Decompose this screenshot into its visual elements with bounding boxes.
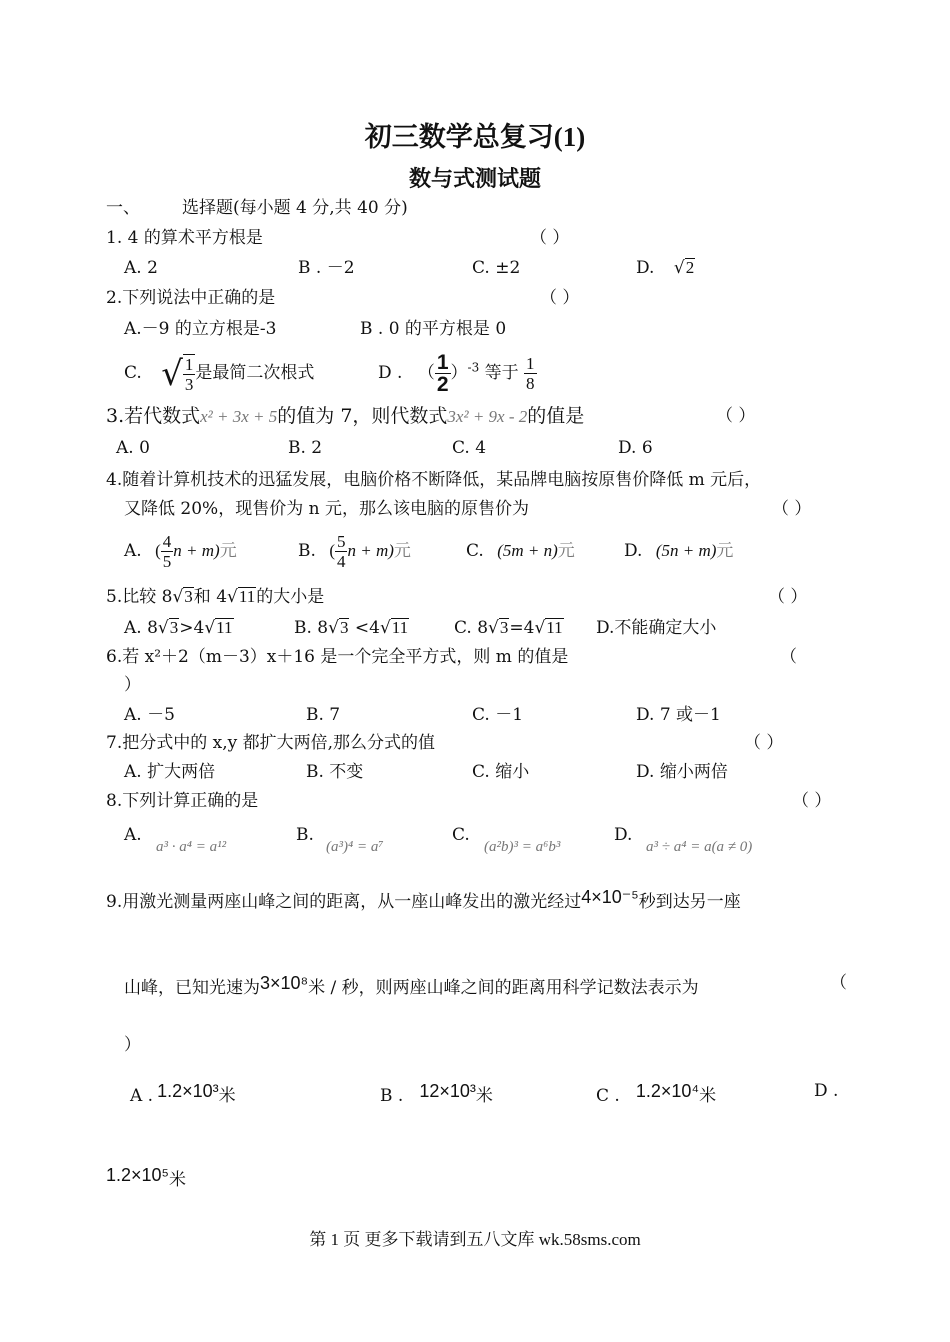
sqrt-icon: √ (172, 587, 184, 607)
q5-option-b (294, 617, 409, 639)
q4-c-expr: (5m + n) (497, 541, 558, 560)
q5-rad11: 11 (238, 587, 256, 606)
q1-option-a: A. 2 (124, 258, 158, 278)
q8-option-b-label: B. (296, 825, 314, 845)
q4-a-numerator: 4 (162, 532, 172, 551)
q9-c-value: 1.2×10⁴ (635, 1081, 700, 1101)
q8-option-a-label: A. (124, 825, 142, 845)
q2-d-denominator: 2 (436, 373, 449, 396)
q1-option-d (636, 257, 695, 279)
q4-a-fraction (161, 532, 174, 571)
q3-option-d: D. 6 (618, 438, 653, 458)
q4-a-unit: 元 (219, 541, 237, 561)
q9-line2 (124, 972, 699, 999)
q5-option-c (454, 617, 564, 639)
q4-b-numerator: 5 (336, 532, 346, 551)
q2-c-denominator: 3 (184, 374, 194, 394)
q4-a-denominator: 5 (162, 552, 172, 571)
q4-c-label: C. (466, 541, 484, 561)
q5-rad3: 3 (184, 587, 193, 606)
q5-bracket: （ ） (768, 587, 808, 607)
q9-line1-pre: 9.用激光测量两座山峰之间的距离，从一座山峰发出的激光经过 (106, 892, 582, 912)
q3-stem-post: 的值是 (527, 405, 585, 427)
q4-a-expr: n + m) (173, 541, 220, 560)
sqrt-icon: √ (673, 258, 685, 278)
q9-bracket-close: ） (124, 1035, 141, 1055)
q2-bracket: （ ） (540, 288, 580, 308)
q3-expr2: 3x² + 9x - 2 (447, 407, 528, 426)
q9-option-c (596, 1080, 716, 1107)
q5-b-label: B. 8 (294, 618, 329, 638)
q5-b-op: <4 (349, 618, 380, 638)
q2-option-d-label: D . (378, 363, 403, 383)
q1-bracket: （ ） (530, 228, 570, 248)
q7-bracket: （ ） (744, 733, 784, 753)
q4-b-fraction (335, 532, 348, 571)
q4-c-unit: 元 (557, 541, 575, 561)
page-footer: 第 1 页 更多下载请到五八文库 wk.58sms.com (309, 1230, 641, 1249)
q2-option-b: B . 0 的平方根是 0 (360, 319, 507, 339)
q8-option-d-label: D. (614, 825, 633, 845)
q5-stem (106, 586, 324, 608)
sqrt-icon: √ (488, 618, 499, 638)
q9-line1 (106, 886, 741, 913)
q1-option-c: C. ±2 (472, 258, 521, 278)
q3-stem (106, 404, 584, 429)
sqrt-icon: √ (328, 618, 339, 638)
q9-d-value: 1.2×10⁵ (106, 1165, 170, 1185)
q9-line2-pre: 山峰，已知光速为 (124, 978, 260, 998)
q2-d-result (524, 354, 537, 393)
q2-d-result-denominator: 8 (526, 374, 535, 393)
q2-option-c-text: 是最简二次根式 (195, 363, 315, 383)
q9-a-value: 1.2×10³ (157, 1081, 219, 1101)
sqrt-icon: √ (227, 587, 238, 607)
q4-option-d (624, 540, 733, 562)
q2-option-a: A.－9 的立方根是-3 (124, 319, 277, 339)
q5-a-rad11: 11 (216, 618, 233, 637)
q4-b-denominator: 4 (336, 552, 346, 571)
q8-option-a-expr: a³ · a⁴ = a¹² (156, 839, 227, 855)
q9-line1-post: 秒到达另一座 (638, 892, 741, 912)
q4-b-expr: n + m) (347, 541, 394, 560)
q3-bracket: （ ） (716, 406, 756, 426)
q2-option-c (124, 352, 314, 395)
q5-b-rad3: 3 (339, 618, 349, 637)
q4-option-c (466, 540, 575, 562)
q3-stem-mid: 的值为 7，则代数式 (277, 405, 448, 427)
sqrt-icon: √ (379, 618, 391, 638)
q3-stem-pre: 3.若代数式 (106, 405, 201, 427)
q4-line2: 又降低 20%，现售价为 n 元，那么该电脑的原售价为 (124, 499, 529, 519)
q9-b-unit: 米 (475, 1086, 493, 1106)
page-title: 初三数学总复习(1) (364, 122, 586, 152)
sqrt-icon: √ (157, 618, 169, 638)
q9-option-d (106, 1164, 186, 1191)
q5-a-rad3: 3 (169, 618, 179, 637)
q2-option-c-label: C. (124, 363, 142, 383)
q4-b-unit: 元 (393, 541, 411, 561)
q4-a-label: A. (124, 541, 142, 561)
q6-option-b: B. 7 (306, 705, 341, 725)
q4-option-b (298, 530, 411, 572)
q5-option-a (124, 617, 234, 639)
q5-option-d: D.不能确定大小 (596, 618, 717, 638)
q4-d-expr: (5n + m) (655, 541, 717, 560)
q8-stem: 8.下列计算正确的是 (106, 791, 259, 811)
q4-option-a (124, 530, 237, 572)
q4-d-label: D. (624, 541, 643, 561)
q2-d-exponent: -3 (467, 360, 480, 375)
sqrt-icon: √ (534, 618, 546, 638)
q1-option-b: B . －2 (298, 258, 355, 278)
q2-d-numerator: 1 (436, 351, 449, 374)
q6-option-c: C. －1 (472, 705, 524, 725)
q3-option-c: C. 4 (452, 438, 487, 458)
section-label: 选择题(每小题 4 分,共 40 分) (182, 198, 408, 218)
q7-option-c: C. 缩小 (472, 762, 530, 782)
section-number: 一、 (106, 198, 140, 218)
q7-option-a: A. 扩大两倍 (124, 762, 216, 782)
q9-time-value: 4×10⁻⁵ (581, 887, 639, 907)
q5-a-op: >4 (179, 618, 205, 638)
q9-b-label: B . (380, 1086, 404, 1106)
q2-d-close: ） (450, 363, 468, 383)
q8-option-c-expr: (a²b)³ = a⁶b³ (484, 839, 561, 855)
q5-c-rad11: 11 (546, 618, 563, 637)
q2-d-open: （ (417, 363, 435, 383)
q5-c-label: C. 8 (454, 618, 489, 638)
q6-bracket-close: ） (124, 675, 141, 695)
q4-d-unit: 元 (716, 541, 734, 561)
q7-option-d: D. 缩小两倍 (636, 762, 728, 782)
q6-option-d: D. 7 或－1 (636, 705, 721, 725)
q5-stem-post: 的大小是 (256, 587, 325, 607)
q9-c-label: C . (596, 1086, 620, 1106)
q4-b-label: B. (298, 541, 316, 561)
q9-option-d-label: D . (814, 1081, 839, 1101)
q4-line1: 4.随着计算机技术的迅猛发展，电脑价格不断降低，某品牌电脑按原售价降低 m 元后， (106, 470, 762, 490)
q4-b-open: ( (329, 541, 335, 560)
q2-d-result-numerator: 1 (526, 354, 535, 373)
sqrt-icon: √ (161, 353, 183, 394)
q5-b-rad11: 11 (391, 618, 409, 637)
q3-option-b: B. 2 (288, 438, 323, 458)
q9-c-unit: 米 (699, 1086, 717, 1106)
q8-bracket: （ ） (792, 791, 832, 811)
q6-option-a: A. －5 (124, 705, 175, 725)
q7-stem: 7.把分式中的 x,y 都扩大两倍,那么分式的值 (106, 733, 436, 753)
q9-a-unit: 米 (218, 1086, 236, 1106)
q2-d-fraction (435, 352, 451, 395)
q9-a-label: A . (130, 1086, 154, 1106)
q6-stem: 6.若 x²＋2（m－3）x＋16 是一个完全平方式，则 m 的值是 (106, 647, 569, 667)
q2-c-numerator: 1 (184, 354, 194, 374)
page-subtitle: 数与式测试题 (408, 166, 541, 191)
q9-line2-post: 米 / 秒，则两座山峰之间的距离用科学记数法表示为 (308, 978, 699, 998)
q2-option-d (378, 352, 537, 395)
q4-bracket: （ ） (772, 499, 812, 519)
q9-option-b (380, 1080, 493, 1107)
q4-a-open: ( (155, 541, 161, 560)
q5-stem-pre: 5.比较 8 (106, 587, 173, 607)
q9-d-unit: 米 (169, 1170, 187, 1190)
q9-bracket-open: （ (830, 973, 847, 993)
q9-speed-value: 3×10⁸ (260, 973, 309, 993)
q7-option-b: B. 不变 (306, 762, 364, 782)
q3-expr1: x² + 3x + 5 (200, 407, 278, 426)
q8-option-b-expr: (a³)⁴ = a⁷ (326, 839, 384, 855)
q9-b-value: 12×10³ (419, 1081, 476, 1101)
q9-option-a (130, 1080, 236, 1107)
q2-option-c-fraction (183, 354, 196, 394)
q5-c-op: =4 (509, 618, 535, 638)
q8-option-d-expr: a³ ÷ a⁴ = a(a ≠ 0) (646, 839, 753, 855)
q3-option-a: A. 0 (116, 438, 150, 458)
q5-a-label: A. 8 (124, 618, 158, 638)
q1-option-d-radicand: 2 (685, 258, 695, 277)
q5-c-rad3: 3 (499, 618, 509, 637)
sqrt-icon: √ (204, 618, 216, 638)
q1-stem: 1. 4 的算术平方根是 (106, 228, 263, 248)
q2-d-text: 等于 (484, 363, 519, 383)
q6-bracket-open: （ (780, 647, 797, 667)
q5-stem-mid: 和 4 (193, 587, 228, 607)
q2-stem: 2.下列说法中正确的是 (106, 288, 276, 308)
q1-option-d-label: D. (636, 258, 655, 278)
q8-option-c-label: C. (452, 825, 470, 845)
